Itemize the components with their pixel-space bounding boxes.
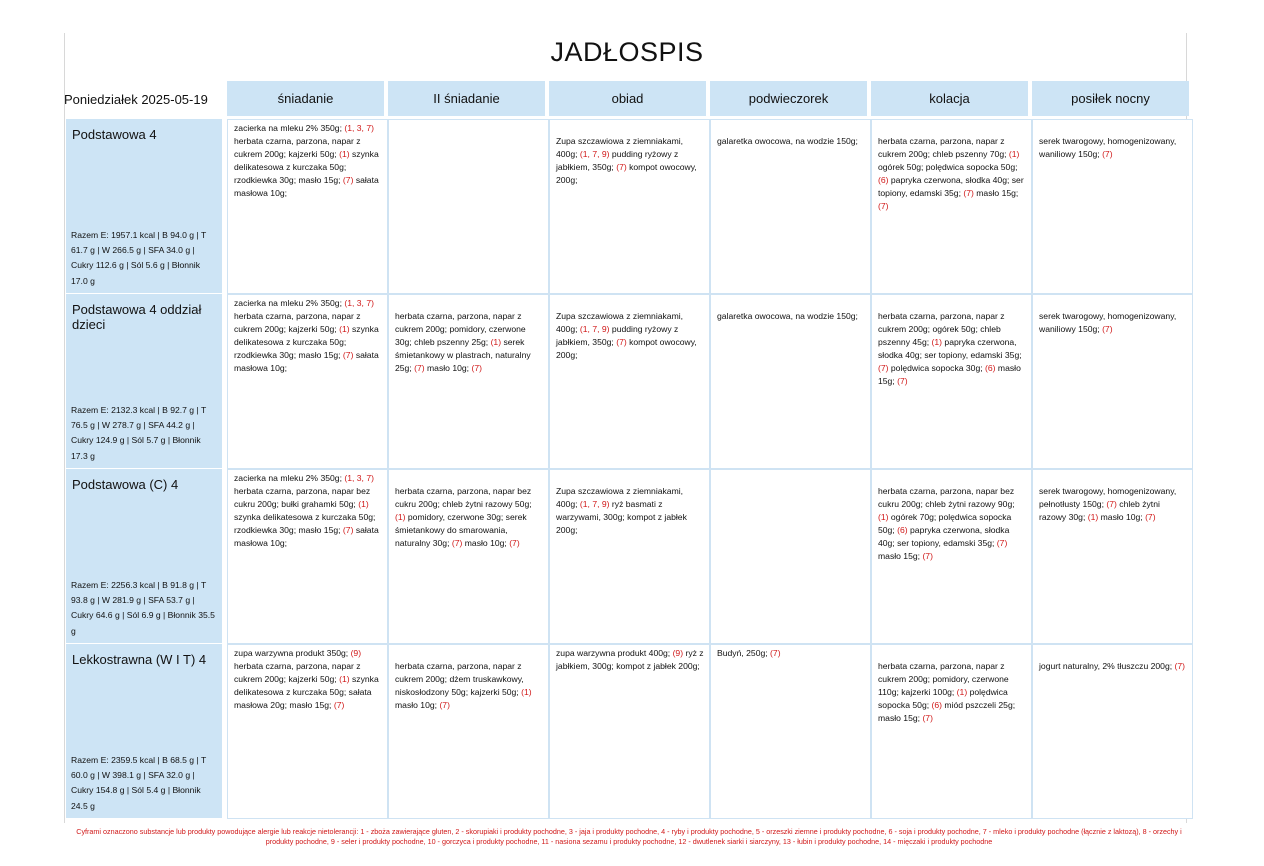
page-border-left bbox=[64, 33, 65, 823]
allergen-code: (7) bbox=[471, 362, 482, 373]
meal-item-text: herbata czarna, parzona, napar z cukrem 200g; ogórek 50g; chleb pszenny 45g; bbox=[878, 311, 1005, 347]
allergen-code: (7) bbox=[451, 537, 463, 548]
meal-item-text: sałata masłowa 10g; bbox=[234, 349, 379, 373]
meal-item-text: jogurt naturalny, 2% tłuszczu 200g; bbox=[1039, 661, 1175, 671]
meal-item-text: serek twarogowy, homogenizowany, waniliowy 150g; bbox=[1039, 311, 1177, 334]
meal-item-text: herbata czarna, parzona, napar z cukrem 200g; kajzerki 50g; bbox=[234, 135, 361, 159]
allergen-code: (1, 3, 7) bbox=[344, 123, 374, 133]
meal-item-text: szynka delikatesowa z kurczaka 50g; rzodkiewka 30g; masło 15g; bbox=[234, 148, 379, 185]
allergen-code: (7) bbox=[922, 550, 933, 561]
allergen-legend: Cyframi oznaczono substancje lub produkty powodujące alergie lub reakcje nietolerancji: 1 - zboża zawierające gluten, 2 - skorupiaki i produkty pochodne, 3 - jaja i produkty pochodne, 4 - ryby i produkty pochodne, 5 - orzeszki ziemne i produkty pochodne, 6 - soja i produkty pochodne, 7 - mleko i produkty pochodne (łącznie z laktozą), 8 - orzechy i produkty pochodne, 9 - seler i produkty pochodne, 10 - gorczyca i produkty pochodne, 11 - nasiona sezamu i produkty pochodne, 12 - dwutlenek siarki i siarczyny, 13 - łubin i produkty pochodne, 14 - mięczaki i produkty pochodne bbox=[76, 827, 1182, 846]
meal-item-text: zacierka na mleku 2% 350g; bbox=[234, 298, 345, 308]
meal-item-text: szynka delikatesowa z kurczaka 50g; sałata masłowa 20g; masło 15g; bbox=[234, 673, 379, 710]
meal-cell bbox=[388, 294, 549, 469]
meal-item-text: ogórek 50g; polędwica sopocka 50g; bbox=[878, 161, 1018, 172]
diet-row-header bbox=[66, 119, 222, 293]
allergen-code: (7) bbox=[616, 336, 627, 347]
date-label: Poniedziałek 2025-05-19 bbox=[64, 92, 208, 107]
allergen-code: (1, 3, 7) bbox=[344, 473, 374, 483]
nutrition-summary: Razem E: 2256.3 kcal | B 91.8 g | T 93.8 g | W 281.9 g | SFA 53.7 g | Cukry 64.6 g | Sól 6.9 g | Błonnik 35.5 g bbox=[71, 579, 215, 636]
meal-cell bbox=[388, 469, 549, 644]
meal-item-text: szynka delikatesowa z kurczaka 50g; rzodkiewka 30g; masło 15g; bbox=[234, 323, 379, 360]
allergen-code: (6) bbox=[931, 699, 943, 710]
allergen-code: (7) bbox=[878, 200, 889, 211]
meal-item-text: zacierka na mleku 2% 350g; bbox=[234, 123, 345, 133]
page-title: JADŁOSPIS bbox=[550, 37, 704, 67]
meal-item-text: herbata czarna, parzona, napar z cukrem 200g; kajzerki 50g; bbox=[234, 310, 361, 334]
meal-item-text: pudding ryżowy z jabłkiem, 350g; bbox=[556, 148, 679, 172]
meal-cell bbox=[227, 644, 388, 819]
meal-cell bbox=[710, 469, 871, 644]
diet-name: Podstawowa 4 oddział dzieci bbox=[72, 302, 202, 332]
meal-item-text: serek śmietankowy w plastrach, naturalny 25g; bbox=[395, 336, 531, 373]
allergen-code: (7) bbox=[1106, 498, 1117, 509]
diet-name: Podstawowa 4 bbox=[72, 127, 157, 142]
allergen-code: (7) bbox=[342, 349, 354, 360]
allergen-code: (7) bbox=[878, 362, 889, 373]
meal-cell bbox=[388, 119, 549, 294]
meal-item-text: masło 15g; bbox=[878, 550, 923, 561]
allergen-code: (6) bbox=[897, 524, 908, 535]
allergen-code: (9) bbox=[672, 648, 684, 658]
meal-item-text: masło 10g; bbox=[462, 537, 510, 548]
allergen-code: (1) bbox=[339, 323, 350, 334]
meal-item-text: papryka czerwona, słodka 40g; ser topiony, edamski 35g; bbox=[878, 174, 1024, 198]
meal-item-text: Zupa szczawiowa z ziemniakami, 400g; bbox=[556, 136, 684, 159]
meal-item-text: herbata czarna, parzona, napar bez cukru 200g; bułki grahamki 50g; bbox=[234, 485, 371, 509]
column-header: posiłek nocny bbox=[1032, 81, 1189, 116]
meal-cell bbox=[227, 469, 388, 644]
allergen-code: (7) bbox=[770, 648, 781, 658]
column-header: II śniadanie bbox=[388, 81, 545, 116]
meal-item-text: Budyń, 250g; bbox=[717, 648, 771, 658]
meal-item-text: miód pszczeli 25g; masło 15g; bbox=[878, 699, 1016, 723]
allergen-code: (7) bbox=[342, 524, 354, 535]
allergen-code: (1) bbox=[339, 673, 350, 684]
meal-item-text: masło 10g; bbox=[424, 362, 472, 373]
meal-item-text: masło 15g; bbox=[878, 362, 1021, 386]
meal-cell bbox=[388, 644, 549, 819]
meal-cell bbox=[227, 119, 388, 294]
meal-cell bbox=[549, 294, 710, 469]
diet-row-header bbox=[66, 644, 222, 818]
meal-cell bbox=[549, 119, 710, 294]
meal-item-text: szynka delikatesowa z kurczaka 50g; rzodkiewka 30g; masło 15g; bbox=[234, 511, 376, 535]
meal-item-text: ryż z jabłkiem, 300g; kompot z jabłek 200g; bbox=[556, 648, 704, 671]
meal-item-text: galaretka owocowa, na wodzie 150g; bbox=[717, 136, 858, 146]
allergen-code: (1) bbox=[1008, 148, 1020, 159]
allergen-code: (7) bbox=[922, 712, 933, 723]
meal-cell bbox=[1032, 644, 1193, 819]
meal-cell bbox=[871, 119, 1032, 294]
allergen-code: (1, 7, 9) bbox=[579, 323, 610, 334]
meal-cell bbox=[710, 294, 871, 469]
meal-item-text: sałata masłowa 10g; bbox=[234, 174, 379, 198]
meal-cell bbox=[710, 644, 871, 819]
nutrition-summary: Razem E: 1957.1 kcal | B 94.0 g | T 61.7 g | W 266.5 g | SFA 34.0 g | Cukry 112.6 g | Sól 5.6 g | Błonnik 17.0 g bbox=[71, 229, 207, 286]
diet-name: Podstawowa (C) 4 bbox=[72, 477, 179, 492]
meal-item-text: galaretka owocowa, na wodzie 150g; bbox=[717, 311, 858, 321]
meal-cell bbox=[549, 644, 710, 819]
allergen-code: (1) bbox=[956, 686, 968, 697]
meal-item-text: papryka czerwona, słodka 40g; ser topiony, edamski 35g; bbox=[878, 524, 1010, 548]
allergen-code: (1) bbox=[878, 511, 889, 522]
meal-item-text: zupa warzywna produkt 400g; bbox=[556, 648, 673, 658]
meal-item-text: Zupa szczawiowa z ziemniakami, 400g; bbox=[556, 486, 684, 509]
allergen-code: (7) bbox=[897, 375, 908, 386]
meal-item-text: masło 15g; bbox=[973, 187, 1019, 198]
meal-cell bbox=[871, 294, 1032, 469]
allergen-code: (1, 7, 9) bbox=[579, 148, 610, 159]
allergen-code: (6) bbox=[878, 174, 889, 185]
meal-item-text: ogórek 70g; polędwica sopocka 50g; bbox=[878, 511, 1012, 535]
meal-cell bbox=[549, 469, 710, 644]
diet-name: Lekkostrawna (W I T) 4 bbox=[72, 652, 207, 667]
allergen-code: (1) bbox=[358, 498, 369, 509]
allergen-code: (7) bbox=[342, 174, 354, 185]
meal-item-text: herbata czarna, parzona, napar z cukrem 200g; dżem truskawkowy, niskosłodzony 50g; kajzerki 50g; bbox=[395, 661, 524, 697]
diet-row-header bbox=[66, 294, 222, 468]
allergen-code: (9) bbox=[350, 648, 362, 658]
nutrition-summary: Razem E: 2359.5 kcal | B 68.5 g | T 60.0 g | W 398.1 g | SFA 32.0 g | Cukry 154.8 g | Sól 5.4 g | Błonnik 24.5 g bbox=[71, 754, 207, 811]
allergen-code: (1) bbox=[395, 511, 406, 522]
meal-cell bbox=[710, 119, 871, 294]
allergen-code: (7) bbox=[439, 699, 450, 710]
allergen-code: (6) bbox=[985, 362, 996, 373]
meal-item-text: herbata czarna, parzona, napar z cukrem 200g; chleb pszenny 70g; bbox=[878, 136, 1009, 159]
allergen-code: (1) bbox=[339, 148, 350, 159]
allergen-code: (7) bbox=[1174, 661, 1186, 671]
meal-item-text: Zupa szczawiowa z ziemniakami, 400g; bbox=[556, 311, 684, 334]
nutrition-summary: Razem E: 2132.3 kcal | B 92.7 g | T 76.5 g | W 278.7 g | SFA 44.2 g | Cukry 124.9 g | Sól 5.7 g | Błonnik 17.3 g bbox=[71, 404, 207, 461]
column-header: podwieczorek bbox=[710, 81, 867, 116]
allergen-code: (7) bbox=[996, 537, 1008, 548]
meal-item-text: pomidory, czerwone 30g; serek śmietankowy do smarowania, naturalny 30g; bbox=[395, 511, 527, 548]
allergen-code: (7) bbox=[414, 362, 425, 373]
allergen-code: (7) bbox=[616, 161, 627, 172]
diet-row-header bbox=[66, 469, 222, 643]
meal-item-text: kompot owocowy, 200g; bbox=[556, 161, 697, 185]
meal-item-text: herbata czarna, parzona, napar z cukrem 200g; pomidory, czerwone 30g; chleb pszenny 25g; bbox=[395, 311, 526, 347]
meal-item-text: sałata masłowa 10g; bbox=[234, 524, 379, 548]
meal-cell bbox=[1032, 469, 1193, 644]
column-header: śniadanie bbox=[227, 81, 384, 116]
meal-item-text: masło 10g; bbox=[1098, 511, 1146, 522]
meal-item-text: polędwica sopocka 50g; bbox=[878, 686, 1008, 710]
meal-cell bbox=[871, 469, 1032, 644]
meal-item-text: polędwica sopocka 30g; bbox=[888, 362, 986, 373]
meal-cell bbox=[1032, 294, 1193, 469]
allergen-code: (7) bbox=[963, 187, 974, 198]
meal-item-text: herbata czarna, parzona, napar bez cukru 200g; chleb żytni razowy 50g; bbox=[395, 486, 532, 509]
allergen-code: (1, 3, 7) bbox=[344, 298, 374, 308]
allergen-code: (1) bbox=[490, 336, 502, 347]
meal-item-text: herbata czarna, parzona, napar z cukrem 200g; kajzerki 50g; bbox=[234, 660, 361, 684]
allergen-code: (7) bbox=[509, 537, 520, 548]
meal-item-text: chleb żytni razowy 30g; bbox=[1039, 498, 1160, 522]
meal-item-text: serek twarogowy, homogenizowany, waniliowy 150g; bbox=[1039, 136, 1177, 159]
meal-cell bbox=[871, 644, 1032, 819]
meal-item-text: pudding ryżowy z jabłkiem, 350g; bbox=[556, 323, 679, 347]
meal-item-text: serek twarogowy, homogenizowany, pełnotłusty 150g; bbox=[1039, 486, 1177, 509]
meal-item-text: kompot owocowy, 200g; bbox=[556, 336, 697, 360]
allergen-code: (7) bbox=[1145, 511, 1156, 522]
allergen-code: (7) bbox=[333, 699, 345, 710]
meal-item-text: ryż basmati z warzywami, 300g; kompot z jabłek 200g; bbox=[556, 498, 687, 535]
meal-item-text: herbata czarna, parzona, napar bez cukru 200g; chleb żytni razowy 90g; bbox=[878, 486, 1015, 509]
allergen-code: (7) bbox=[1102, 323, 1113, 334]
allergen-code: (1) bbox=[931, 336, 943, 347]
column-header: kolacja bbox=[871, 81, 1028, 116]
meal-cell bbox=[1032, 119, 1193, 294]
meal-item-text: zupa warzywna produkt 350g; bbox=[234, 648, 351, 658]
meal-item-text: zacierka na mleku 2% 350g; bbox=[234, 473, 345, 483]
meal-cell bbox=[227, 294, 388, 469]
meal-item-text: masło 10g; bbox=[395, 699, 440, 710]
column-header: obiad bbox=[549, 81, 706, 116]
allergen-code: (7) bbox=[1102, 148, 1113, 159]
allergen-code: (1) bbox=[1087, 511, 1099, 522]
meal-item-text: herbata czarna, parzona, napar z cukrem 200g; pomidory, czerwone 110g; kajzerki 100g; bbox=[878, 661, 1009, 697]
allergen-code: (1) bbox=[521, 686, 532, 697]
allergen-code: (1, 7, 9) bbox=[579, 498, 610, 509]
meal-item-text: papryka czerwona, słodka 40g; ser topiony, edamski 35g; bbox=[878, 336, 1022, 360]
